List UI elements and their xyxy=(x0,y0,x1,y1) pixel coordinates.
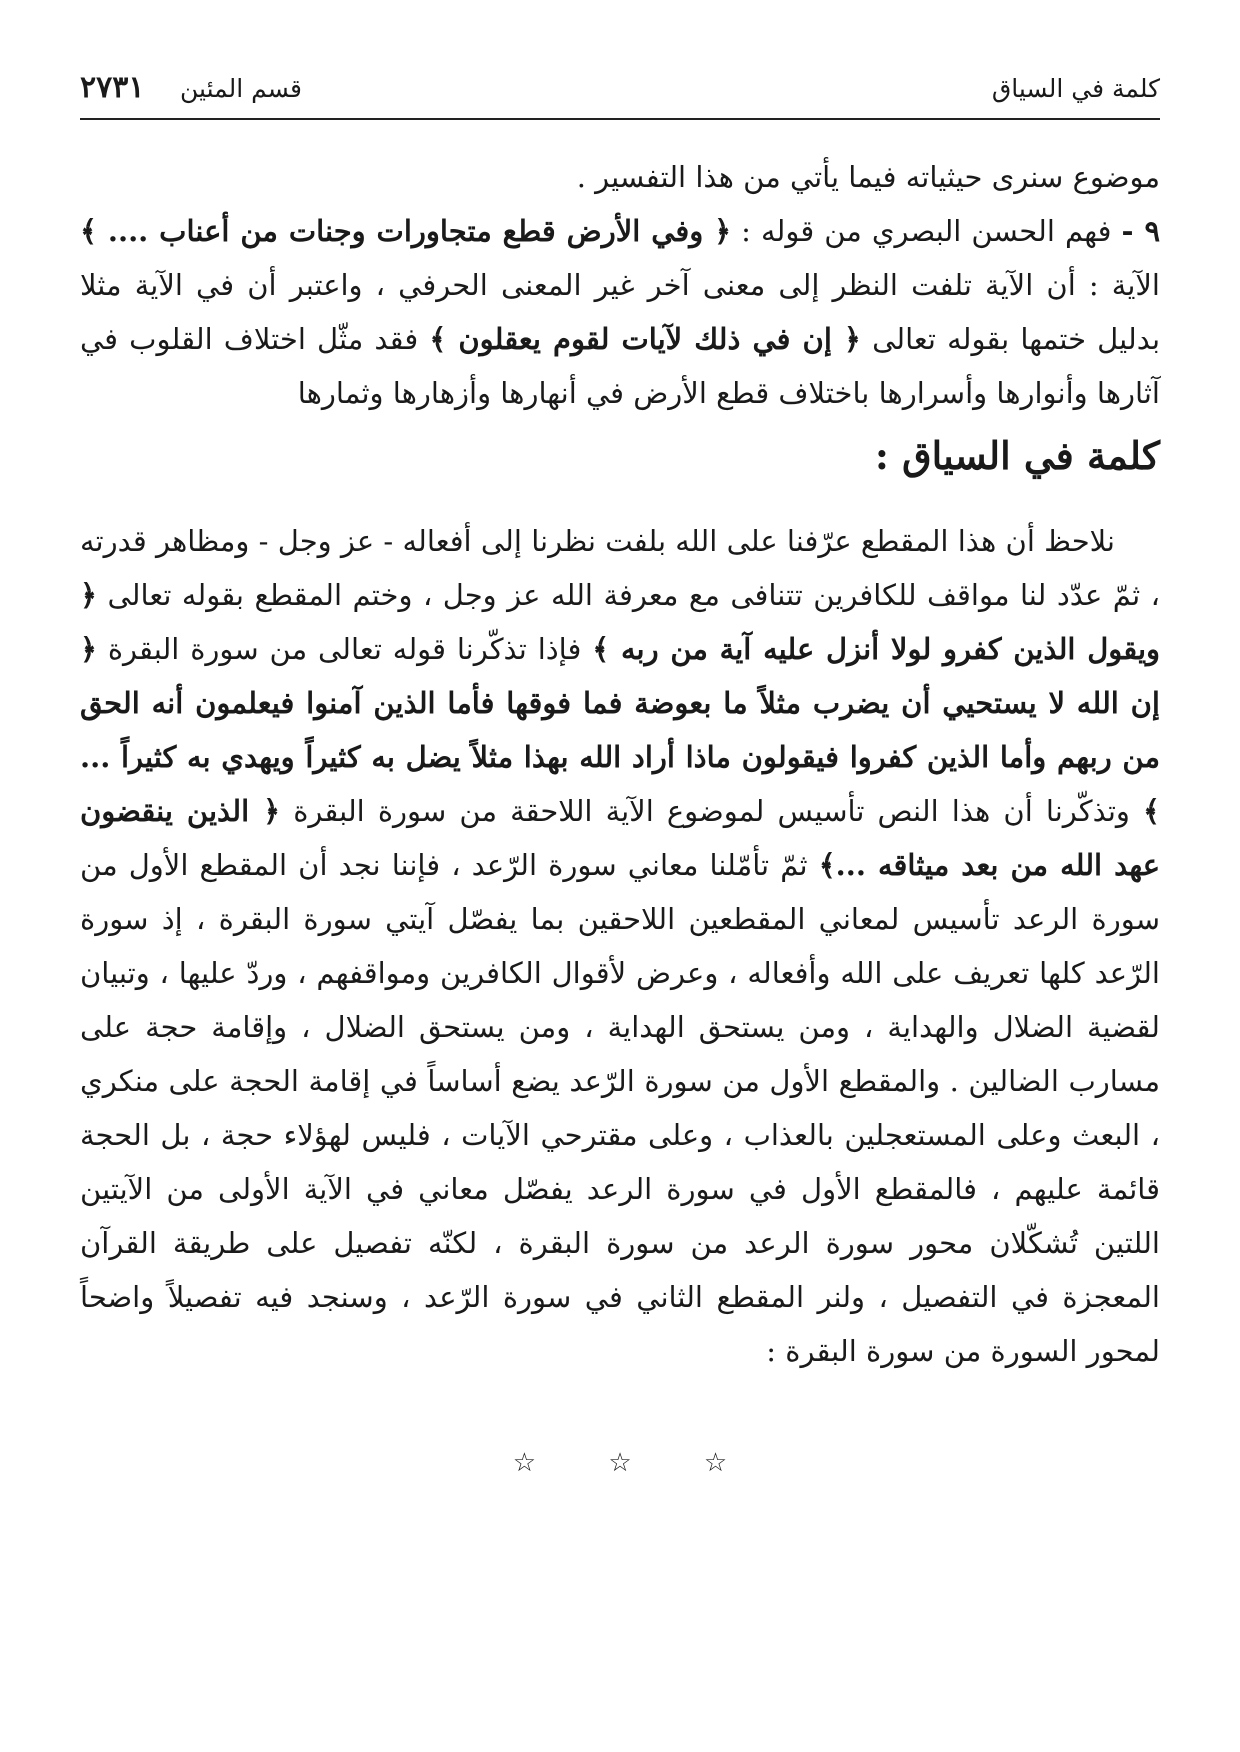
page xyxy=(80,60,1160,1700)
section-name: قسم المئين xyxy=(180,74,302,103)
body-text: وتذكّرنا أن هذا النص تأسيس لموضوع الآية اللاحقة من سورة البقرة xyxy=(293,794,1130,828)
item-number: ٩ - xyxy=(1121,214,1161,248)
intro-paragraph: موضوع سنرى حيثياته فيما يأتي من هذا التفسير . xyxy=(576,160,1160,194)
page-number: ٢٧٣١ xyxy=(80,70,145,105)
star-icon: ☆ xyxy=(608,1448,632,1478)
item-9-lead: فهم الحسن البصري من قوله : xyxy=(741,214,1112,248)
item-9-explanation: الآية : أن الآية تلفت النظر إلى معنى آخر غير المعنى الحرفي ، واعتبر أن في الآية مثلا بدليل ختمها بقوله تعالى xyxy=(80,268,1161,356)
star-icon: ☆ xyxy=(512,1448,537,1478)
star-icon: ☆ xyxy=(703,1448,728,1478)
verse-quote: ﴿ وفي الأرض قطع متجاورات وجنات من أعناب .... ﴾ xyxy=(80,214,732,248)
running-title: كلمة في السياق xyxy=(991,74,1160,103)
body-text: نلاحظ أن هذا المقطع عرّفنا على الله بلفت نظرنا إلى أفعاله - عز وجل - ومظاهر قدرته ، ثمّ عدّد لنا مواقف للكافرين تتنافى مع معرفة الله عز وجل ، وختم المقطع بقوله تعالى xyxy=(80,524,1160,612)
verse-quote: ﴿ الذين ينقضون عهد الله من بعد ميثاقه ...﴾ xyxy=(80,794,1160,882)
item-9-tail: فقد مثّل اختلاف القلوب في آثارها وأنوارها وأسرارها باختلاف قطع الأرض في أنهارها وأزهارها وثمارها xyxy=(80,322,1160,410)
verse-quote: ﴿ ويقول الذين كفرو لولا أنزل عليه آية من ربه ﴾ xyxy=(80,578,1161,666)
page-header xyxy=(80,60,1160,120)
item-9-paragraph xyxy=(80,204,1160,420)
header-rule xyxy=(80,118,1160,120)
body-text: فإذا تذكّرنا قوله تعالى من سورة البقرة xyxy=(107,632,582,666)
verse-quote: ﴿ إن في ذلك لآيات لقوم يعقلون ﴾ xyxy=(429,322,861,356)
section-heading: كلمة في السياق : xyxy=(874,433,1160,478)
body-paragraph xyxy=(80,514,1160,1378)
body-text: ثمّ تأمّلنا معاني سورة الرّعد ، فإننا نجد أن المقطع الأول من سورة الرعد تأسيس لمعاني المقطعين اللاحقين بما يفصّل آيتي سورة البقرة ، إذ سورة الرّعد كلها تعريف على الله وأفعاله ، وعرض لأقوال الكافرين ومواقفهم ، وردّ عليها ، وتبيان لقضية الضلال والهداية ، ومن يستحق الهداية ، ومن يستحق الضلال ، وإقامة حجة على مسارب الضالين . والمقطع الأول من سورة الرّعد يضع أساساً في إقامة الحجة على منكري ، البعث وعلى المستعجلين بالعذاب ، وعلى مقترحي الآيات ، فليس لهؤلاء حجة ، بل الحجة قائمة عليهم ، فالمقطع الأول في سورة الرعد يفصّل معاني في الآية الأولى من الآيتين اللتين تُشكّلان محور سورة الرعد من سورة البقرة ، لكنّه تفصيل على طريقة القرآن المعجزة في التفصيل ، ولنر المقطع الثاني في سورة الرّعد ، وسنجد فيه تفصيلاً واضحاً لمحور السورة من سورة البقرة : xyxy=(80,848,1160,1368)
section-separator xyxy=(80,1448,1160,1478)
verse-quote: ﴿ إن الله لا يستحيي أن يضرب مثلاً ما بعوضة فما فوقها فأما الذين آمنوا فيعلمون أنه الحق من ربهم وأما الذين كفروا فيقولون ماذا أراد الله بهذا مثلاً يضل به كثيراً ويهدي به كثيراً ... ﴾ xyxy=(80,632,1161,828)
